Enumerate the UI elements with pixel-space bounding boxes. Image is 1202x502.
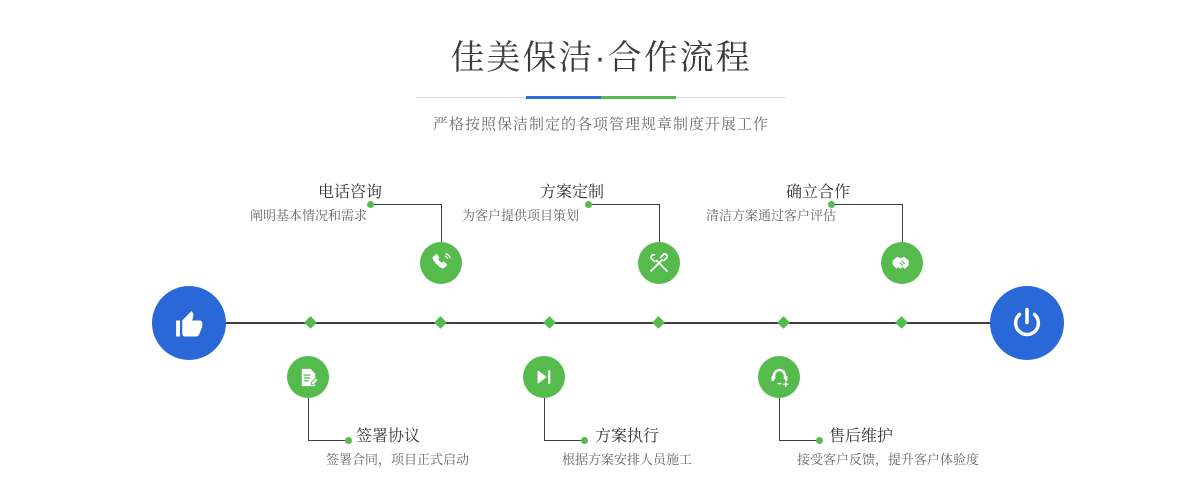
step-label-6 <box>797 426 1087 470</box>
connector-1-vertical-lower <box>441 218 442 242</box>
step-title-2: 签署协议 <box>356 428 421 445</box>
step-label-1 <box>250 182 400 226</box>
step-icon-4[interactable] <box>523 356 565 398</box>
step-title-1: 电话咨询 <box>318 184 383 201</box>
step-icon-5[interactable] <box>881 242 923 284</box>
step-icon-1[interactable] <box>420 242 462 284</box>
diagram-header <box>0 34 1202 134</box>
axis-node-marker <box>304 316 317 329</box>
play-forward-icon <box>533 366 555 388</box>
axis-node-marker <box>895 316 908 329</box>
connector-2-vertical <box>308 398 309 440</box>
start-endpoint <box>152 286 226 360</box>
timeline <box>0 160 1202 502</box>
step-label-3 <box>462 182 622 226</box>
step-desc-4: 根据方案安排人员施工 <box>562 452 693 467</box>
divider-blue-segment <box>526 96 601 99</box>
step-desc-5: 清洁方案通过客户评估 <box>706 208 837 223</box>
page-title: 佳美保洁·合作流程 <box>450 39 752 77</box>
step-icon-6[interactable] <box>758 356 800 398</box>
step-title-6: 售后维护 <box>829 428 894 445</box>
title-divider <box>416 96 786 99</box>
divider-green-segment <box>601 96 676 99</box>
connector-1-vertical <box>441 204 442 218</box>
step-title-3: 方案定制 <box>540 184 605 201</box>
step-desc-6: 接受客户反馈，提升客户体验度 <box>797 452 980 467</box>
axis-node-marker <box>652 316 665 329</box>
step-label-5 <box>706 182 876 226</box>
page-subtitle: 严格按照保洁制定的各项管理规章制度开展工作 <box>432 116 769 133</box>
thumbs-up-icon <box>171 305 207 341</box>
step-label-4 <box>562 426 812 470</box>
timeline-axis <box>155 322 1047 324</box>
step-desc-3: 为客户提供项目策划 <box>462 208 580 223</box>
connector-3-vertical <box>659 204 660 242</box>
phone-call-icon <box>429 251 453 275</box>
handshake-icon <box>890 251 915 276</box>
step-icon-3[interactable] <box>638 242 680 284</box>
tools-icon <box>647 251 671 275</box>
step-label-2 <box>326 426 556 470</box>
step-icon-2[interactable] <box>287 356 329 398</box>
connector-5-vertical <box>902 204 903 242</box>
end-endpoint <box>990 286 1064 360</box>
step-desc-1: 阐明基本情况和需求 <box>250 208 368 223</box>
step-title-5: 确立合作 <box>786 184 851 201</box>
document-edit-icon <box>297 366 320 389</box>
step-desc-2: 签署合同，项目正式启动 <box>326 452 470 467</box>
axis-node-marker <box>434 316 447 329</box>
power-icon <box>1008 304 1046 342</box>
axis-node-marker <box>543 316 556 329</box>
step-title-4: 方案执行 <box>595 428 660 445</box>
headset-support-icon <box>768 366 791 389</box>
connector-6-vertical <box>779 398 780 440</box>
axis-node-marker <box>777 316 790 329</box>
connector-4-vertical <box>544 398 545 440</box>
